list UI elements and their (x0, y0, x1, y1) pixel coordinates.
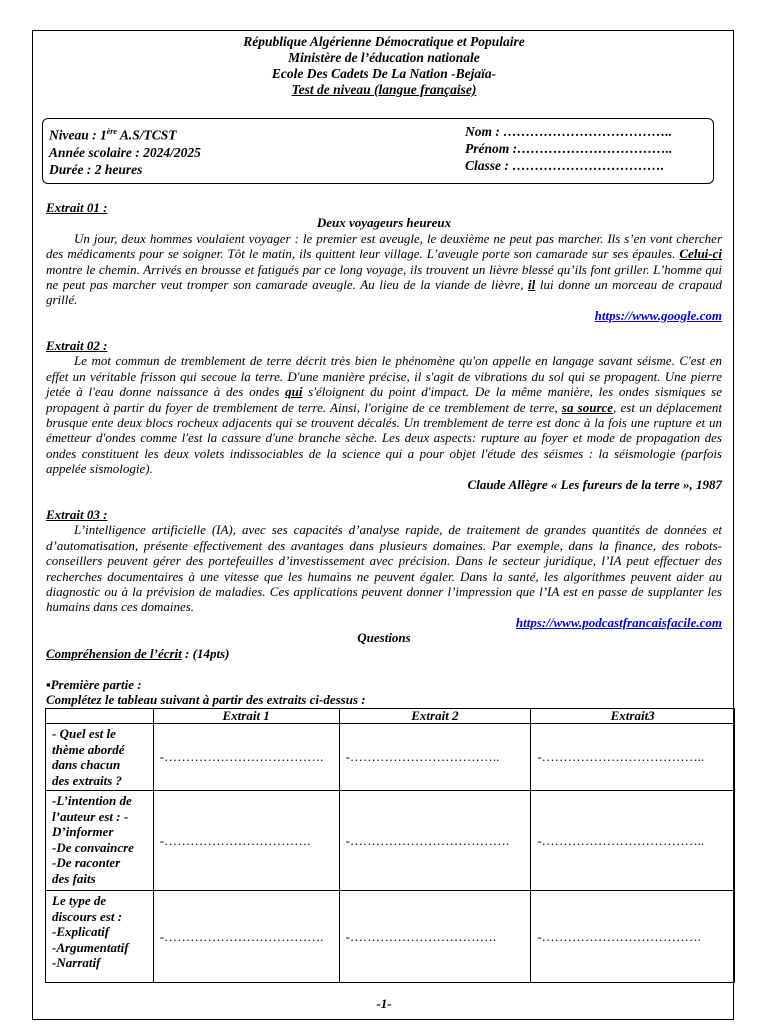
prenom-field[interactable]: Prénom :…………………………….. (465, 141, 673, 156)
test-title: Test de niveau (langue française) (291, 82, 477, 97)
duree: Durée : 2 heures (49, 161, 143, 177)
extrait-03-heading: Extrait 03 : (46, 507, 108, 522)
row-label: -L’intention de l’auteur est : - D’informer -De convaincre -De raconter des faits (46, 791, 154, 891)
school-line: Ecole Des Cadets De La Nation -Bejaïa- (271, 66, 497, 81)
answer-cell[interactable]: -……………………………….. (531, 724, 735, 791)
questions-table (45, 708, 735, 983)
extrait-01-source-link[interactable]: https://www.google.com (594, 307, 722, 323)
answer-cell[interactable]: -………………………………. (339, 791, 531, 891)
premiere-partie: ▪Première partie : (46, 677, 142, 692)
answer-cell[interactable]: -…………………………….. (339, 724, 531, 791)
table-row-intention (46, 791, 735, 891)
extrait-02 (46, 338, 722, 492)
row-label: Le type de discours est : -Explicatif -Argumentatif -Narratif (46, 891, 154, 983)
consigne: Complétez le tableau suivant à partir des extraits ci-dessus : (46, 692, 366, 707)
extrait-03-source-link[interactable]: https://www.podcastfrancaisfacile.com (515, 614, 722, 630)
column-header: Extrait 2 (339, 709, 531, 724)
answer-cell[interactable]: -………………………………. (153, 891, 339, 983)
extrait-01 (46, 200, 722, 323)
extrait-01-heading: Extrait 01 : (46, 200, 108, 215)
questions-title: Questions (357, 630, 411, 646)
answer-cell[interactable]: -……………………………….. (531, 791, 735, 891)
extrait-01-title: Deux voyageurs heureux (316, 215, 452, 231)
comprehension-heading: Compréhension de l’écrit : (14pts) (46, 646, 230, 661)
extrait-01-text: Un jour, deux hommes voulaient voyager : le premier est aveugle, le deuxième ne peut pas marcher. Ils s’en vont chercher des médicaments pour se soigner. Tôt le matin, ils quittent leur village. L’aveugle porte son camarade sur ses épaules. Celui-ci montre le chemin. Arrivés en brousse et fatigués par ce long voyage, ils trouvent un lièvre blessé qu’ils font griller. L’homme qui ne peut pas marcher veut tromper son camarade aveugle. Au lieu de la viande de lièvre, il lui donne un morceau de crapaud grillé. (46, 230, 722, 308)
table-row-theme (46, 724, 735, 791)
annee-scolaire: Année scolaire : 2024/2025 (49, 144, 201, 160)
nom-field[interactable]: Nom : ……………………………….. (465, 124, 672, 139)
document-header (0, 34, 768, 98)
table-header-row (46, 709, 735, 724)
extrait-02-heading: Extrait 02 : (46, 338, 108, 353)
page-number: -1- (376, 996, 392, 1011)
answer-cell[interactable]: -………………………………. (531, 891, 735, 983)
answer-cell[interactable]: -……………………………. (339, 891, 531, 983)
table-row-discours (46, 891, 735, 983)
ministry-line: Ministère de l’éducation nationale (288, 50, 480, 65)
extrait-02-text: Le mot commun de tremblement de terre décrit très bien le phénomène qu'on appelle en langage savant séisme. C'est en effet un véritable frisson qui secoue la terre. D'une manière précise, il s'agit de vibrations du sol qui se propagent. Une pierre jetée à l'eau donne naissance à des ondes qui s'éloignent du point d'impact. De la même manière, les ondes sismiques se propagent à partir du foyer de tremblement de terre. Ainsi, l'origine de ce tremblement de terre, sa source, est un déplacement brusque ente deux blocs rocheux adjacents qui se trouvent décalés. Un tremblement de terre est donc à la fois une rupture et un émetteur d'ondes comme l'est la cassure d'une branche sèche. Les deux aspects: rupture au foyer et mode de propagation des ondes constituent les deux volets indissociables de la science qui a pour objet l'étude des séismes : la séismologie (parfois appelée sismologie). (46, 353, 722, 477)
column-header: Extrait3 (531, 709, 735, 724)
extrait-03 (46, 507, 722, 646)
answer-cell[interactable]: -……………………………. (153, 791, 339, 891)
extrait-03-text: L’intelligence artificielle (IA), avec ses capacités d’analyse rapide, de traitement de grandes quantités de données et d’automatisation, présente effectivement des avantages dans plusieurs domaines. Par exemple, dans la finance, des robots-conseillers peuvent gérer des portefeuilles d’investissement avec précision. Dans le secteur juridique, l’IA peut effectuer des recherches documentaires à une vitesse que les humains ne peuvent égaler. Dans la santé, les algorithmes peuvent aider au diagnostic ou à la prévision de maladies. Ces applications peuvent donner l’impression que l’IA est en passe de supplanter les humains dans ces domaines. (46, 522, 722, 615)
row-label: - Quel est le thème abordé dans chacun des extraits ? (46, 724, 154, 791)
answer-cell[interactable]: -………………………………. (153, 724, 339, 791)
republic-line: République Algérienne Démocratique et Populaire (243, 34, 525, 49)
table-corner (46, 709, 154, 724)
classe-field[interactable]: Classe : ……………………………. (465, 158, 665, 173)
student-info-box (42, 118, 714, 184)
column-header: Extrait 1 (153, 709, 339, 724)
extrait-02-source: Claude Allègre « Les fureurs de la terre », 1987 (467, 476, 722, 492)
niveau: Niveau : 1ère A.S/TCST (49, 127, 177, 143)
